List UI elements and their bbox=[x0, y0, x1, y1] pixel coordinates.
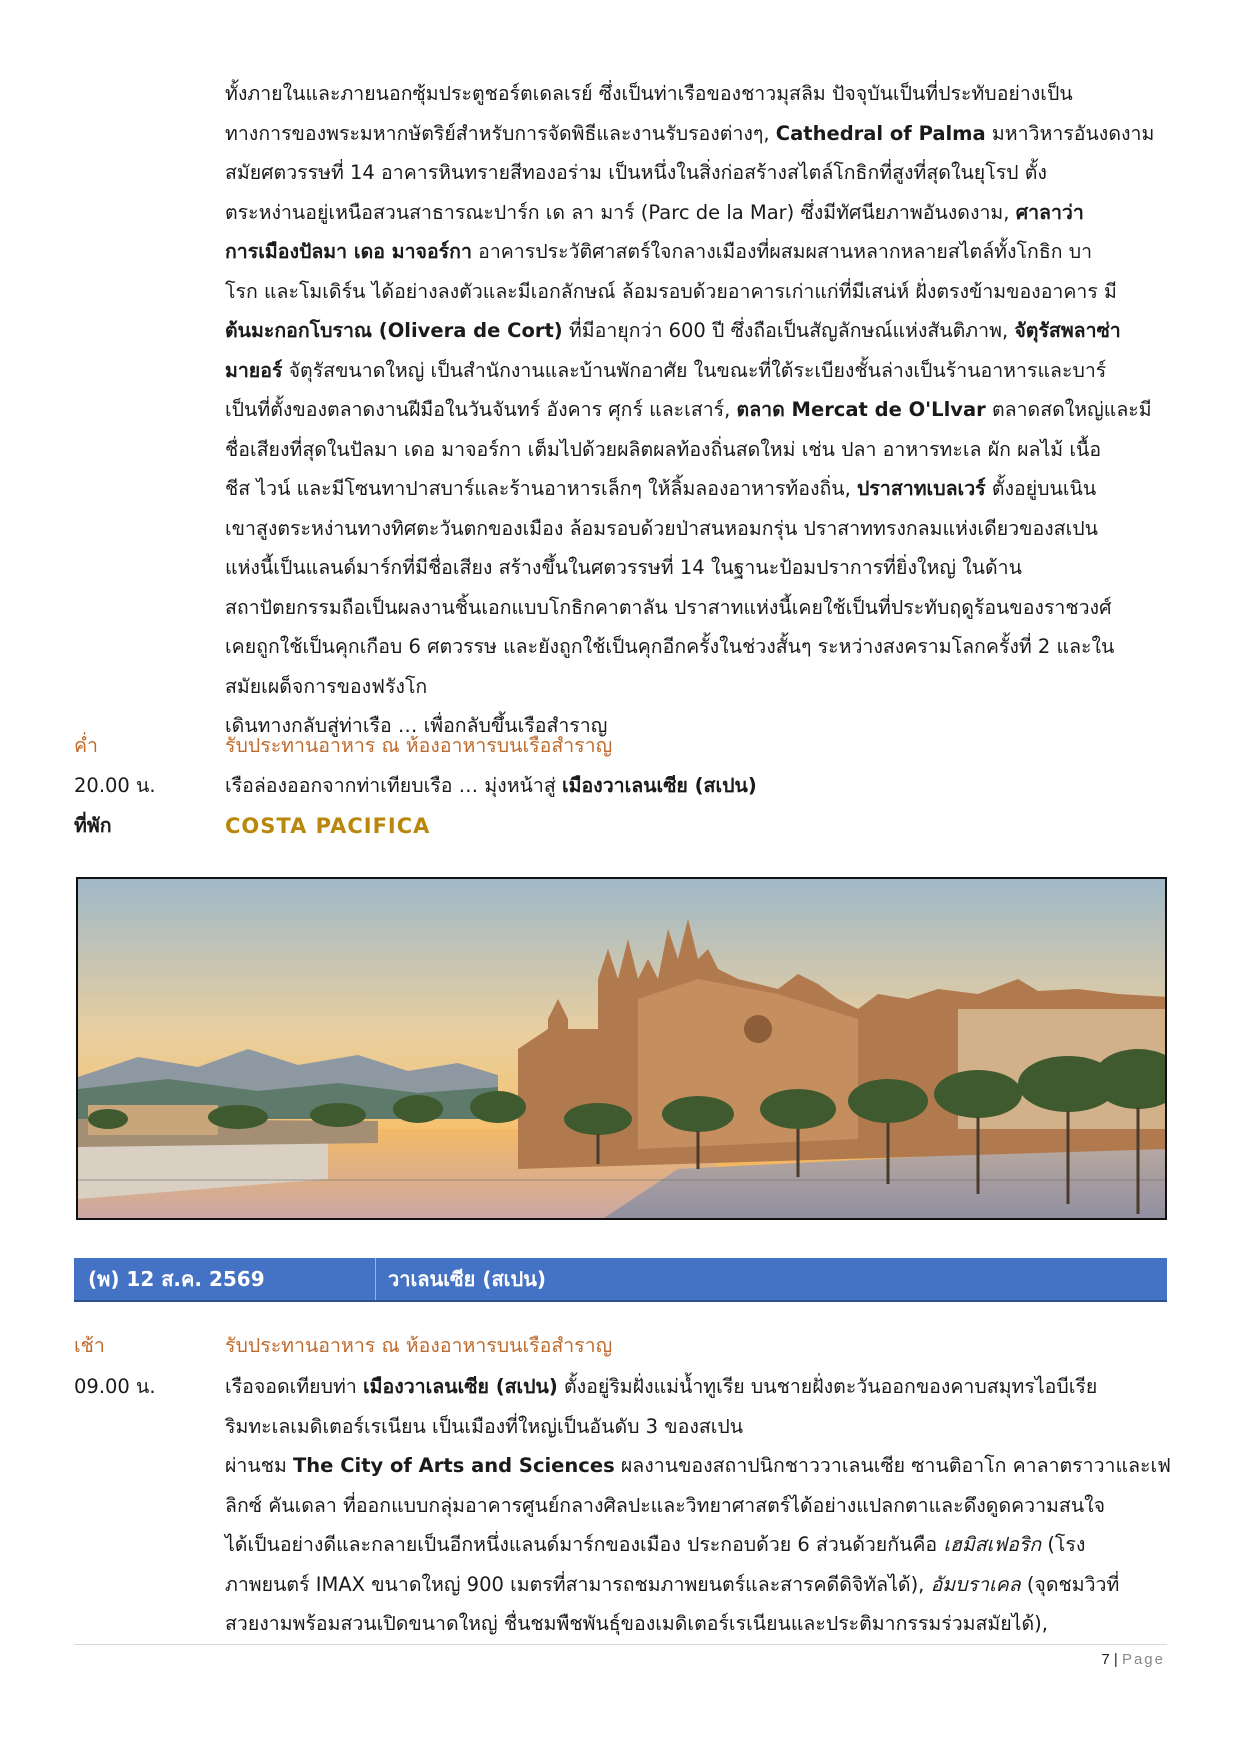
text-line: เรือจอดเทียบท่า เมืองวาเลนเซีย (สเปน) ตั้งอยู่ริมฝั่งแม่น้ำทูเรีย บนชายฝั่งตะวันออกของคาบสมุทรไอบีเรีย bbox=[225, 1375, 1098, 1398]
text-line: เขาสูงตระหง่านทางทิศตะวันตกของเมือง ล้อมรอบด้วยป่าสนหอมกรุ่น ปราสาททรงกลมแห่งเดียวของสเปน bbox=[225, 516, 1098, 540]
accommodation-label: ที่พัก bbox=[74, 814, 112, 837]
schedule-text: เรือล่องออกจากท่าเทียบเรือ … มุ่งหน้าสู่ เมืองวาเลนเซีย (สเปน) bbox=[225, 774, 757, 797]
schedule-text: รับประทานอาหาร ณ ห้องอาหารบนเรือสำราญ bbox=[225, 1334, 613, 1357]
text-line: เดินทางกลับสู่ท่าเรือ … เพื่อกลับขึ้นเรือสำราญ bbox=[225, 714, 608, 737]
schedule-row-dinner bbox=[74, 726, 1174, 766]
text-line: ทางการของพระมหากษัตริย์สำหรับการจัดพิธีและงานรับรองต่างๆ, Cathedral of Palma มหาวิหารอันงดงาม bbox=[225, 121, 1155, 145]
valencia-description bbox=[225, 1367, 1175, 1644]
text-line: ทั้งภายในและภายนอกซุ้มประตูชอร์ตเดลเรย์ ซึ่งเป็นท่าเรือของชาวมุสลิม ปัจจุบันเป็นที่ประทับอย่างเป็น bbox=[225, 82, 1073, 105]
text-line: ลิกซ์ คันเดลา ที่ออกแบบกลุ่มอาคารศูนย์กลางศิลปะและวิทยาศาสตร์ได้อย่างแปลกตาและดึงดูดความสนใจ bbox=[225, 1493, 1106, 1517]
day-date: (พ) 12 ส.ค. 2569 bbox=[74, 1258, 376, 1300]
day-header-underline bbox=[74, 1300, 1167, 1302]
text-line: การเมืองปัลมา เดอ มาจอร์กา อาคารประวัติศาสตร์ใจกลางเมืองที่ผสมผสานหลากหลายสไตล์ทั้งโกธิก บา bbox=[225, 240, 1093, 263]
text-line: ต้นมะกอกโบราณ (Olivera de Cort) ที่มีอายุกว่า 600 ปี ซึ่งถือเป็นสัญลักษณ์แห่งสันติภาพ, จัตุรัสพลาซ่า bbox=[225, 319, 1121, 342]
text-line: เป็นที่ตั้งของตลาดงานฝีมือในวันจันทร์ อังคาร ศุกร์ และเสาร์, ตลาด Mercat de O'Llvar ตลาดสดใหญ่และมี bbox=[225, 398, 1152, 421]
text-line: สมัยเผด็จการของฟรังโก bbox=[225, 674, 428, 698]
schedule-row-accommodation bbox=[74, 806, 1174, 846]
time-label: ค่ำ bbox=[74, 734, 98, 757]
text-line: ริมทะเลเมดิเตอร์เรเนียน เป็นเมืองที่ใหญ่เป็นอันดับ 3 ของสเปน bbox=[225, 1414, 744, 1438]
time-label: เช้า bbox=[74, 1334, 105, 1357]
ship-name: COSTA PACIFICA bbox=[225, 814, 431, 838]
schedule-row-departure bbox=[74, 766, 1174, 806]
day-header bbox=[74, 1258, 1167, 1300]
text-line: ชื่อเสียงที่สุดในปัลมา เดอ มาจอร์กา เต็มไปด้วยผลิตผลท้องถิ่นสดใหม่ เช่น ปลา อาหารทะเล ผัก ผลไม้ เนื้อ bbox=[225, 437, 1102, 461]
text-line: สวยงามพร้อมสวนเปิดขนาดใหญ่ ชื่นชมพืชพันธุ์ของเมดิเตอร์เรเนียนและประติมากรรมร่วมสมัยได้), bbox=[225, 1612, 1048, 1635]
palma-description bbox=[225, 74, 1175, 746]
text-line: ได้เป็นอย่างดีและกลายเป็นอีกหนึ่งแลนด์มาร์กของเมือง ประกอบด้วย 6 ส่วนด้วยกันคือ เฮมิสเฟอริก (โรง bbox=[225, 1533, 1086, 1556]
day-place: วาเลนเซีย (สเปน) bbox=[388, 1267, 547, 1291]
text-line: สมัยศตวรรษที่ 14 อาคารหินทรายสีทองอร่าม เป็นหนึ่งในสิ่งก่อสร้างสไตล์โกธิกที่สูงที่สุดในยุโรป ตั้ง bbox=[225, 161, 1047, 184]
page-number: 7 bbox=[1101, 1651, 1110, 1668]
schedule-row-breakfast bbox=[74, 1326, 1174, 1366]
text-line: ภาพยนตร์ IMAX ขนาดใหญ่ 900 เมตรที่สามารถชมภาพยนตร์และสารคดีดิจิทัลได้), อัมบราเคล (จุดชมวิวที่ bbox=[225, 1572, 1120, 1596]
text-line: ชีส ไวน์ และมีโซนทาปาสบาร์และร้านอาหารเล็กๆ ให้ลิ้มลองอาหารท้องถิ่น, ปราสาทเบลเวร์ ตั้งอยู่บนเนิน bbox=[225, 477, 1097, 500]
text-line: แห่งนี้เป็นแลนด์มาร์กที่มีชื่อเสียง สร้างขึ้นในศตวรรษที่ 14 ในฐานะป้อมปราการที่ยิ่งใหญ่ ในด้าน bbox=[225, 556, 1022, 579]
text-line: ผ่านชม The City of Arts and Sciences ผลงานของสถาปนิกชาววาเลนเซีย ซานติอาโก คาลาตราวาและเฟ bbox=[225, 1454, 1171, 1477]
text-line: โรก และโมเดิร์น ได้อย่างลงตัวและมีเอกลักษณ์ ล้อมรอบด้วยอาคารเก่าแก่ที่มีเสน่ห์ ฝั่งตรงข้ามของอาคาร มี bbox=[225, 279, 1117, 303]
text-line: ตระหง่านอยู่เหนือสวนสาธารณะปาร์ก เด ลา มาร์ (Parc de la Mar) ซึ่งมีทัศนียภาพอันงดงาม, ศาลาว่า bbox=[225, 200, 1084, 224]
page-word: Page bbox=[1121, 1651, 1165, 1668]
page-separator: | bbox=[1109, 1651, 1122, 1668]
time-label: 20.00 น. bbox=[74, 774, 156, 797]
footer-divider bbox=[74, 1644, 1167, 1645]
page-footer bbox=[1101, 1651, 1165, 1668]
text-line: สถาปัตยกรรมถือเป็นผลงานชิ้นเอกแบบโกธิกคาตาลัน ปราสาทแห่งนี้เคยใช้เป็นที่ประทับฤดูร้อนของราชวงศ์ bbox=[225, 595, 1112, 619]
time-label: 09.00 น. bbox=[74, 1375, 156, 1398]
text-line: มายอร์ จัตุรัสขนาดใหญ่ เป็นสำนักงานและบ้านพักอาศัย ในขณะที่ใต้ระเบียงชั้นล่างเป็นร้านอาหารและบาร์ bbox=[225, 358, 1107, 382]
text-line: เคยถูกใช้เป็นคุกเกือบ 6 ศตวรรษ และยังถูกใช้เป็นคุกอีกครั้งในช่วงสั้นๆ ระหว่างสงครามโลกครั้งที่ 2 และใน bbox=[225, 635, 1115, 658]
schedule-text: รับประทานอาหาร ณ ห้องอาหารบนเรือสำราญ bbox=[225, 734, 613, 757]
palma-cathedral-photo bbox=[76, 877, 1167, 1220]
